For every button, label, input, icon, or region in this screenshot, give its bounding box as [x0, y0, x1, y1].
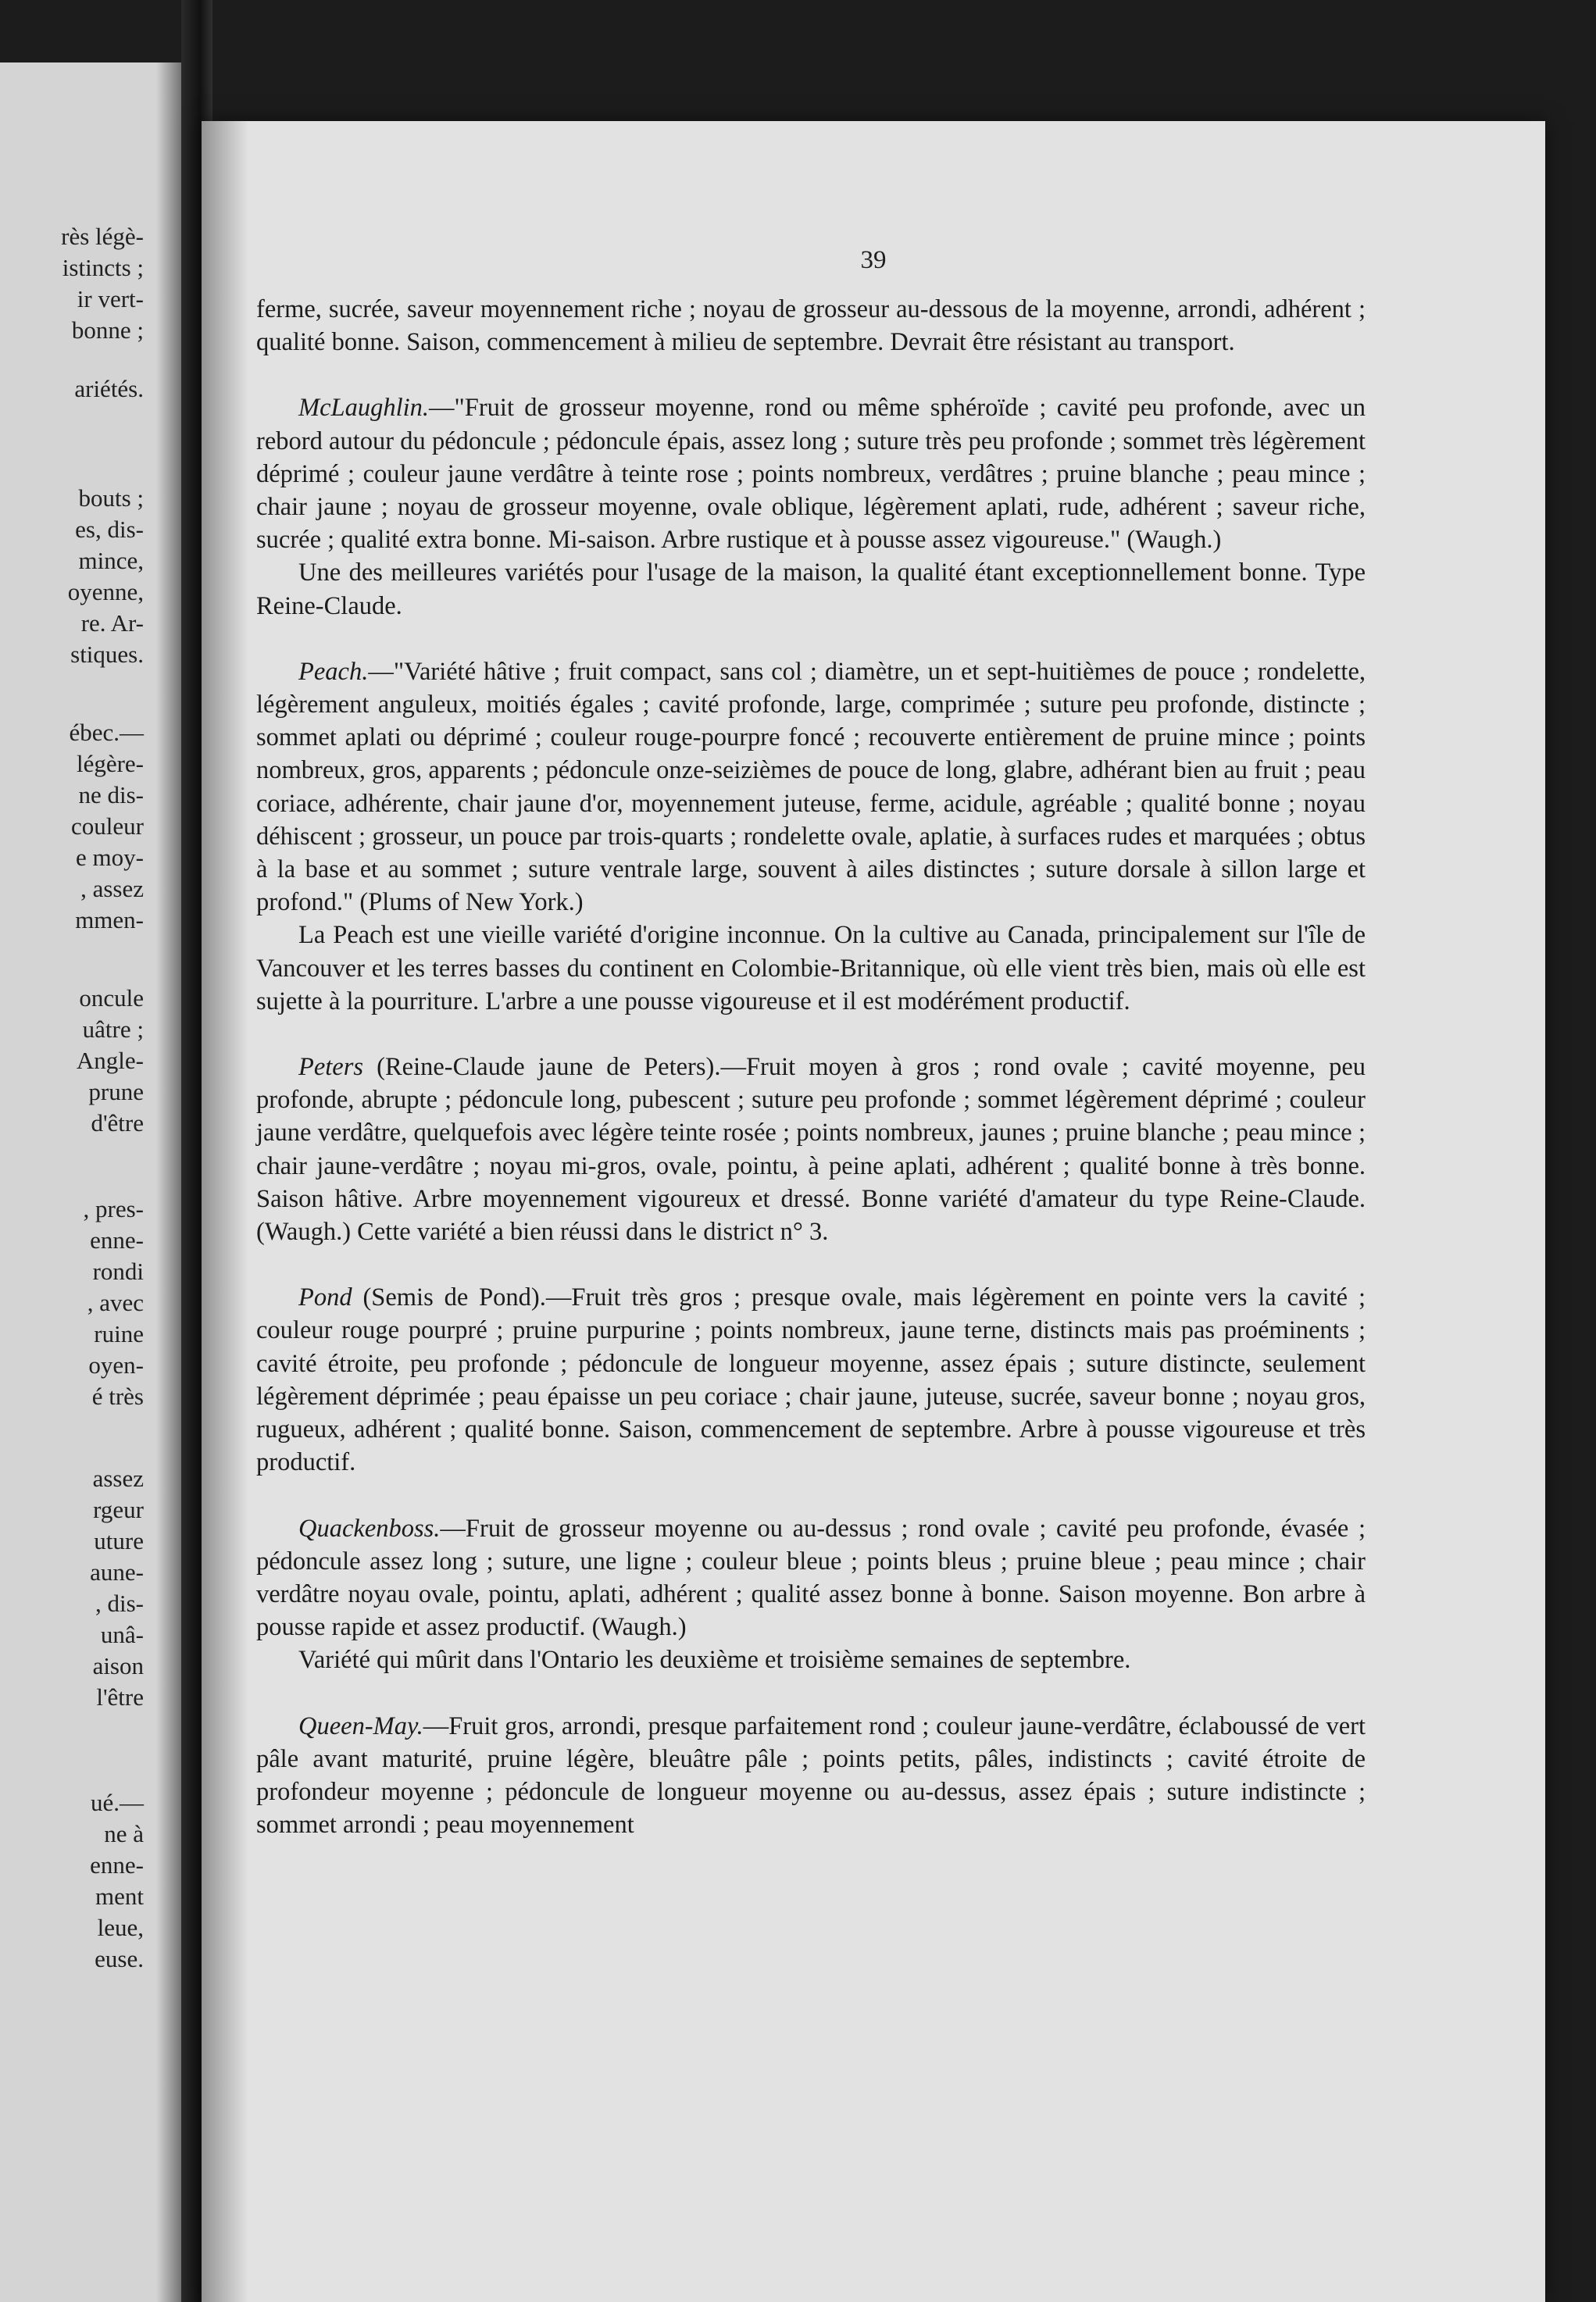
left-page-line: aune- [90, 1558, 144, 1586]
entry-quackenboss-note [256, 1644, 1366, 1676]
left-page-line: é très [91, 1383, 144, 1410]
left-page-line: ne à [104, 1820, 144, 1847]
left-page-line: ué.— [90, 1789, 144, 1816]
left-page-line: enne- [90, 1851, 144, 1879]
paragraph-text: La Peach est une vieille variété d'origine inconnue. On la cultive au Canada, principalement sur l'île de Vancouver et les terres basses du continent en Colombie-Britannique, où elle vient très bien, mais où elle est sujette à la pourriture. L'arbre a une pousse vigoureuse et il est modérément productif. [256, 921, 1366, 1015]
page-number: 39 [860, 246, 887, 274]
paragraph-text: —"Variété hâtive ; fruit compact, sans col ; diamètre, un et sept-huitièmes de pouce ; rondelette, légèrement anguleux, moitiés égales ; cavité profonde, large, comprimée ; suture peu profonde, distincte ; sommet aplati ou déprimé ; couleur rouge-pourpre foncé ; recouverte entièrement de pruine mince ; points nombreux, gros, apparents ; pédoncule onze-seizièmes de pouce de long, glabre, adhérant bien au fruit ; peau coriace, adhérente, chair jaune d'or, moyennement juteuse, ferme, acidule, agréable ; qualité bonne ; noyau déhiscent ; grosseur, un pouce par trois-quarts ; rondelette ovale, aplatie, à surfaces rudes et marquées ; obtus à la base et au sommet ; suture ventrale large, souvent à ailes distinctes ; suture dorsale à sillon large et profond." (Plums of New York.) [256, 657, 1366, 917]
left-page-line: oyenne, [67, 578, 144, 605]
left-page-line: e moy- [76, 844, 144, 871]
left-page-line: ne dis- [78, 781, 144, 808]
left-page-line: prune [88, 1078, 144, 1105]
entry-queen-may [256, 1710, 1366, 1842]
left-page-line: rondi [92, 1258, 144, 1285]
left-page-line: oyen- [88, 1351, 144, 1379]
left-facing-page [0, 62, 181, 2302]
variety-name: Pond [298, 1283, 352, 1312]
page-edge-shade [202, 121, 248, 2302]
paragraph-text: (Semis de Pond).—Fruit très gros ; presque ovale, mais légèrement en pointe vers la cavité ; couleur rouge pourpré ; pruine purpurine ; points nombreux, jaune terne, distincts mais pas proéminents ; cavité étroite, peu profonde ; pédoncule de longueur moyenne, assez épais ; suture distincte, seulement légèrement déprimée ; peau épaisse un peu coriace ; chair jaune, juteuse, sucrée, saveur bonne ; noyau gros, rugueux, adhérent ; qualité bonne. Saison, commencement de septembre. Arbre à pousse vigoureuse et très productif. [256, 1283, 1366, 1477]
left-page-line: euse. [95, 1945, 144, 1972]
entry-mclaughlin-note [256, 556, 1366, 622]
paragraph-continuation [256, 293, 1366, 359]
variety-name: Queen-May. [298, 1711, 423, 1740]
paragraph-text: Une des meilleures variétés pour l'usage de la maison, la qualité étant exceptionnellement bonne. Type Reine-Claude. [256, 559, 1366, 620]
paragraph-text: —Fruit de grosseur moyenne ou au-dessus ; rond ovale ; cavité peu profonde, évasée ; pédoncule assez long ; suture, une ligne ; couleur bleue ; points bleus ; pruine bleue ; peau mince ; chair verdâtre noyau ovale, pointu, aplati, adhérent ; qualité assez bonne à bonne. Saison moyenne. Bon arbre à pousse rapide et assez productif. (Waugh.) [256, 1514, 1366, 1642]
left-page-line: ir vert- [77, 285, 144, 312]
left-page-line: , pres- [83, 1195, 144, 1222]
left-page-line: unâ- [100, 1621, 144, 1648]
entry-mclaughlin [256, 391, 1366, 556]
left-page-line: leue, [97, 1914, 144, 1941]
left-page-line: d'être [91, 1109, 144, 1137]
left-page-line: mmen- [75, 906, 144, 933]
left-page-line: assez [92, 1465, 144, 1492]
left-page-line: uture [94, 1527, 144, 1554]
left-page-line: re. Ar- [80, 609, 144, 637]
left-page-line: aison [92, 1652, 144, 1679]
entry-peach-note [256, 919, 1366, 1018]
left-page-line: ariétés. [74, 375, 144, 402]
left-page-line: uâtre ; [82, 1015, 144, 1043]
left-page-line: es, dis- [75, 516, 144, 543]
main-page [202, 121, 1545, 2302]
paragraph-text: (Reine-Claude jaune de Peters).—Fruit moyen à gros ; rond ovale ; cavité moyenne, peu profonde, abrupte ; pédoncule long, pubescent ; suture peu profonde ; sommet légèrement déprimé ; couleur jaune verdâtre, quelquefois avec légère teinte rosée ; points nombreux, jaunes ; pruine blanche ; peau mince ; chair jaune-verdâtre ; noyau mi-gros, ovale, pointu, à peine aplati, adhérent ; qualité bonne à très bonne. Saison hâtive. Arbre moyennement vigoureux et dressé. Bonne variété d'amateur du type Reine-Claude. (Waugh.) Cette variété a bien réussi dans le district n° 3. [256, 1053, 1366, 1247]
paragraph-text: Variété qui mûrit dans l'Ontario les deuxième et troisième semaines de septembre. [298, 1646, 1131, 1675]
left-page-line: bonne ; [71, 316, 144, 344]
entry-pond [256, 1281, 1366, 1479]
left-page-line: légère- [76, 750, 144, 777]
left-page-line: ruine [94, 1320, 144, 1347]
entry-peach [256, 655, 1366, 919]
left-page-line: Angle- [76, 1047, 144, 1074]
left-page-line: l'être [96, 1683, 144, 1711]
entry-quackenboss [256, 1512, 1366, 1644]
left-page-line: rgeur [93, 1496, 144, 1523]
page-body-text [256, 293, 1366, 1841]
paragraph-text: —Fruit gros, arrondi, presque parfaitement rond ; couleur jaune-verdâtre, éclaboussé de vert pâle avant maturité, pruine légère, bleuâtre pâle ; points petits, pâles, indistincts ; cavité étroite de profondeur moyenne ; pédoncule de longueur moyenne ou au-dessus, assez épais ; suture indistincte ; sommet arrondi ; peau moyennement [256, 1711, 1366, 1840]
variety-name: Peach. [298, 657, 369, 686]
left-page-line: bouts ; [78, 484, 144, 512]
paragraph-text: —"Fruit de grosseur moyenne, rond ou même sphéroïde ; cavité peu profonde, avec un rebord autour du pédoncule ; pédoncule épais, assez long ; suture très peu profonde ; sommet très légèrement déprimé ; couleur jaune verdâtre à teinte rose ; points nombreux, verdâtres ; pruine blanche ; peau mince ; chair jaune ; noyau de grosseur moyenne, ovale oblique, légèrement aplati, rude, adhérent ; saveur riche, sucrée ; qualité extra bonne. Mi-saison. Arbre rustique et à pousse assez vigoureuse." (Waugh.) [256, 394, 1366, 555]
left-page-gutter-shadow [156, 62, 181, 2302]
left-page-line: couleur [71, 812, 144, 840]
variety-name: Quackenboss. [298, 1514, 441, 1543]
left-page-line: mince, [78, 547, 144, 574]
paragraph-text: ferme, sucrée, saveur moyennement riche ; noyau de grosseur au-dessous de la moyenne, arrondi, adhérent ; qualité bonne. Saison, commencement à milieu de septembre. Devrait être résistant au transport. [256, 295, 1366, 357]
entry-peters [256, 1051, 1366, 1248]
left-page-line: , avec [87, 1289, 144, 1316]
variety-name: Peters [298, 1053, 364, 1082]
left-page-line: ébec.— [69, 719, 144, 746]
left-page-line: , dis- [95, 1590, 144, 1617]
variety-name: McLaughlin. [298, 394, 430, 423]
left-page-line: , assez [80, 875, 144, 902]
left-page-line: rès légè- [61, 223, 144, 250]
left-page-line: ment [95, 1883, 144, 1910]
left-page-line: enne- [90, 1226, 144, 1254]
left-page-line: istincts ; [62, 254, 144, 281]
left-page-line: oncule [79, 984, 144, 1012]
left-page-line: stiques. [70, 641, 144, 668]
